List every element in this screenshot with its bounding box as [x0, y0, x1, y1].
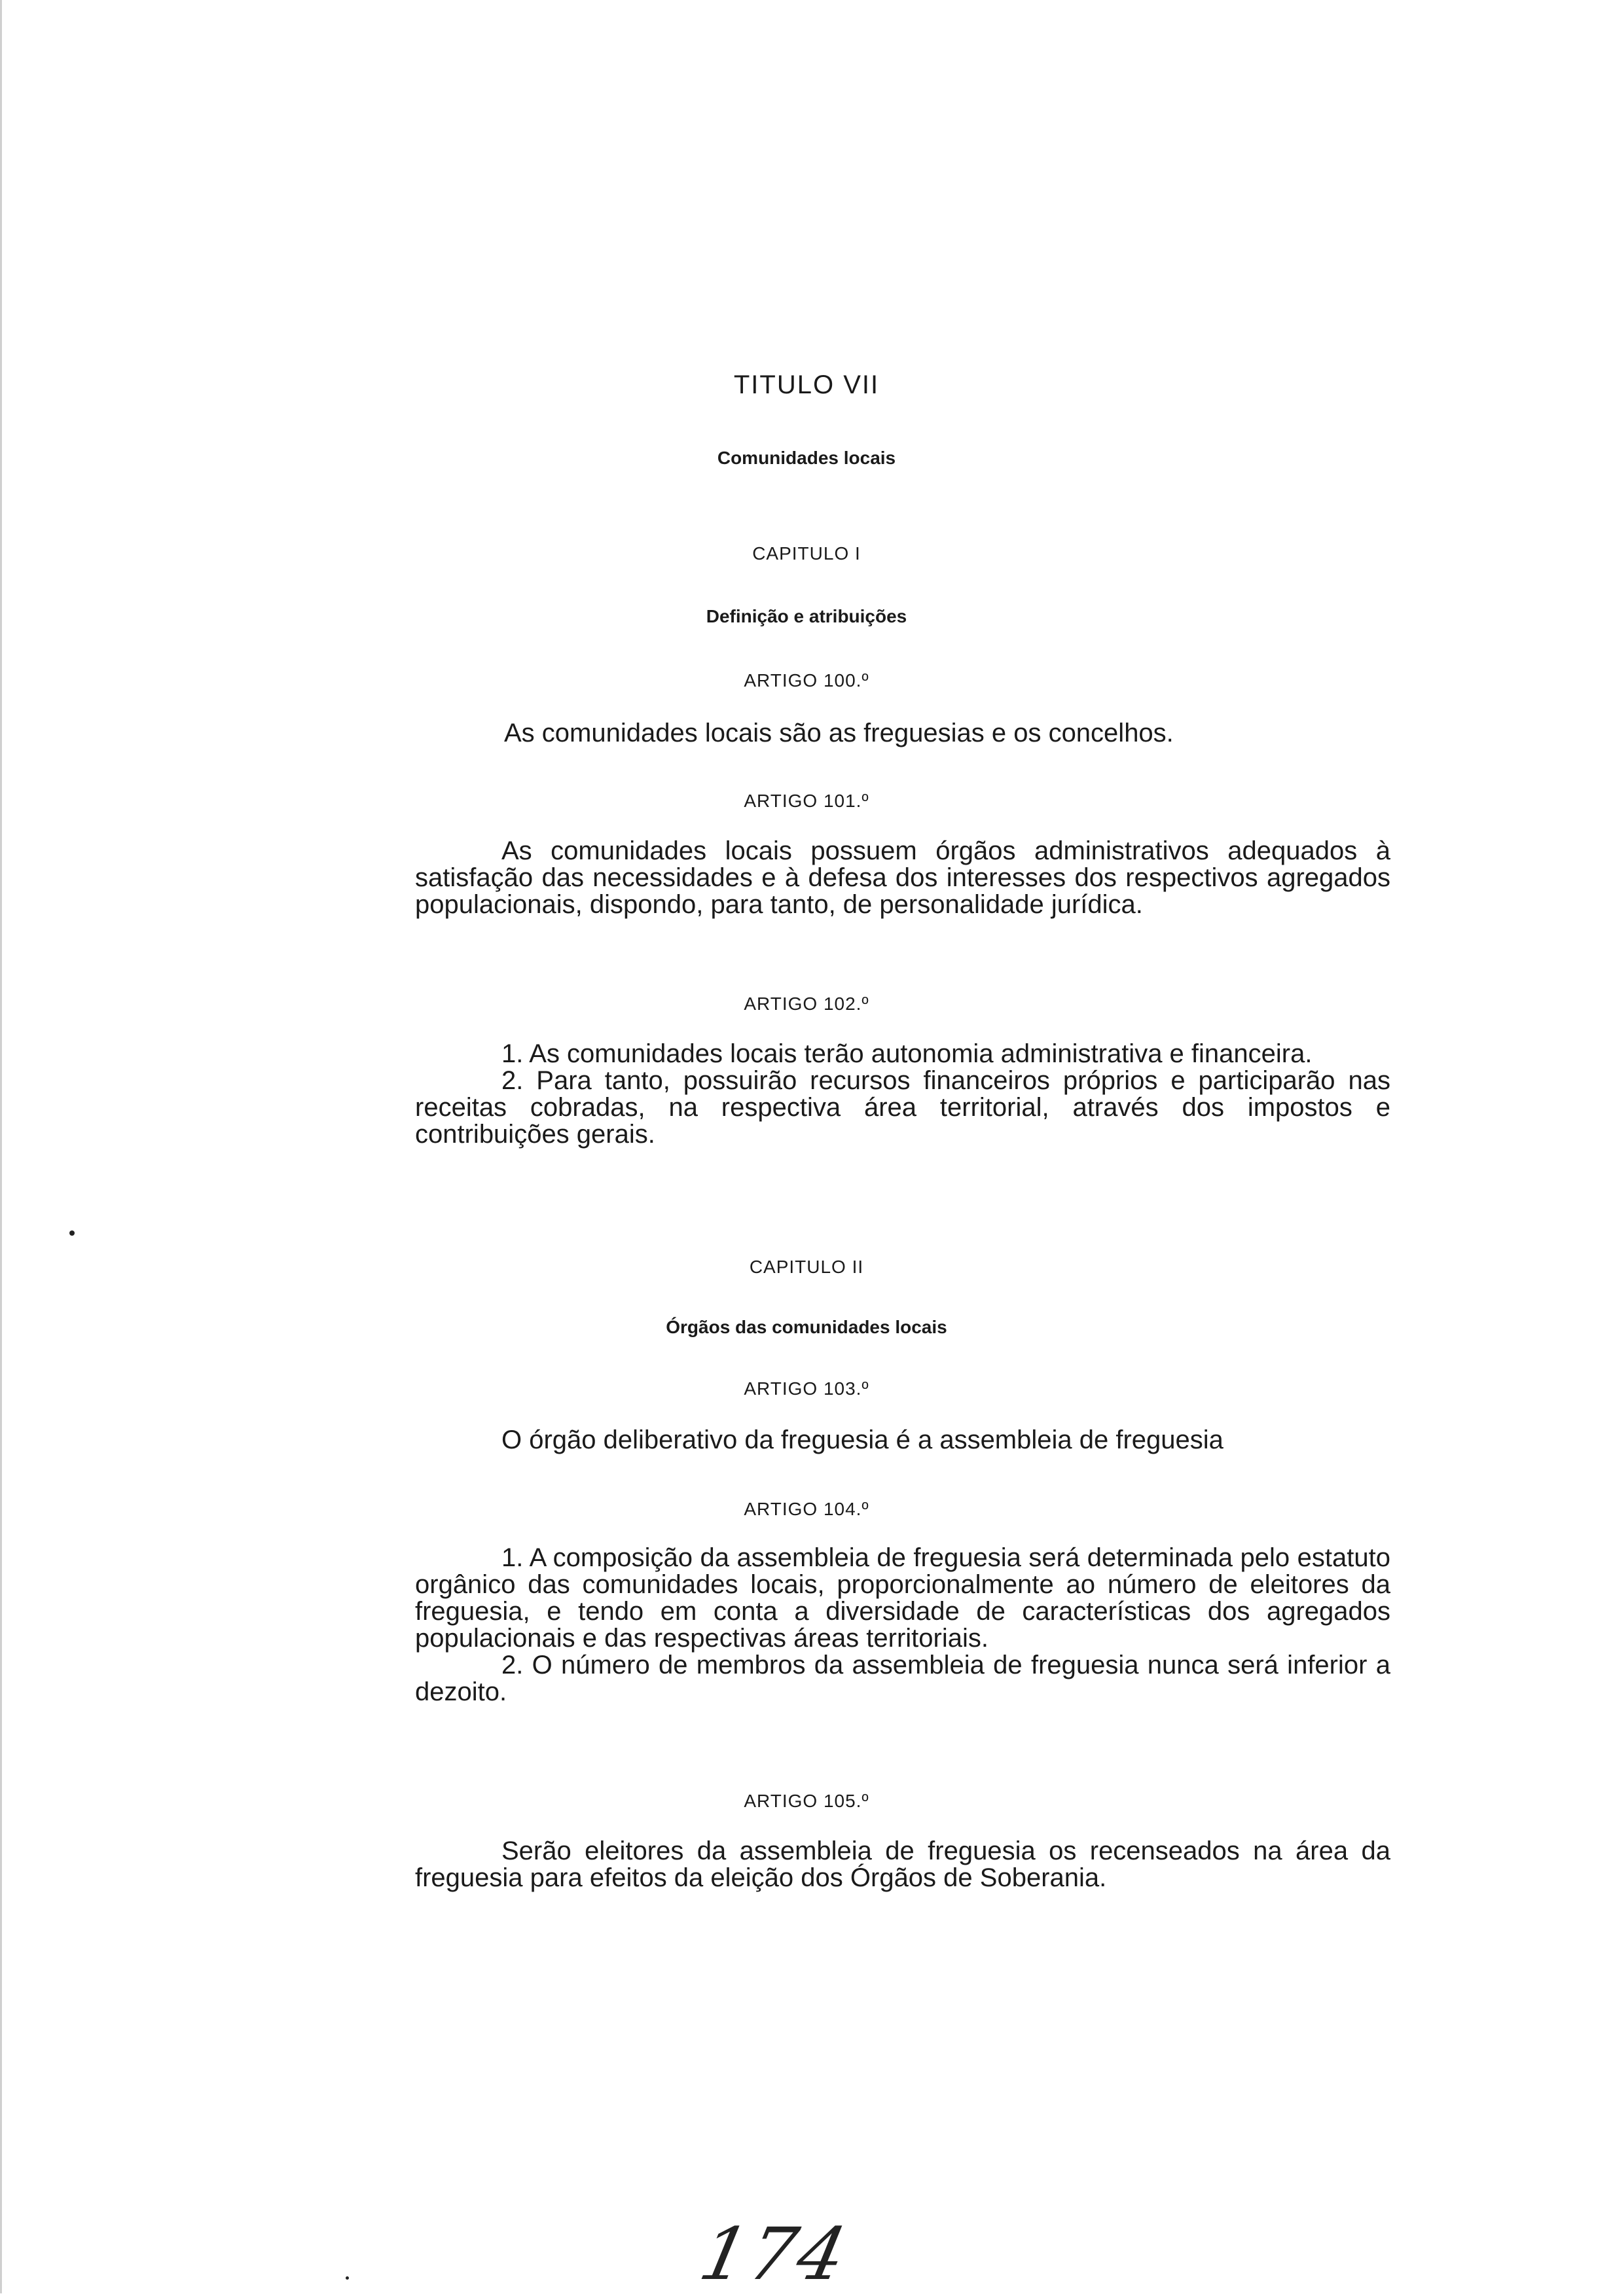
article-105-heading: ARTIGO 105.º [744, 1791, 869, 1811]
article-103-text [501, 1427, 1477, 1454]
article-104-text [415, 1545, 1390, 1706]
article-102-paragraph-2: 2. Para tanto, possuirão recursos financeiros próprios e participarão nas receitas cobradas, na respectiva área territorial, através dos impostos e contribuições gerais. [415, 1066, 1390, 1149]
title-main: TITULO VII [733, 370, 880, 399]
chapter-2-subtitle: Órgãos das comunidades locais [666, 1317, 947, 1337]
article-101-paragraph: As comunidades locais possuem órgãos administrativos adequados à satisfação das necessidades e à defesa dos interesses dos respectivos agregados populacionais, dispondo, para tanto, de personalidade jurídica. [415, 836, 1390, 919]
article-105-paragraph: Serão eleitores da assembleia de freguesia os recenseados na área da freguesia para efeitos da eleição dos Órgãos de Soberania. [415, 1837, 1390, 1892]
article-100-paragraph: As comunidades locais são as freguesias e os concelhos. [504, 719, 1174, 747]
chapter-2-heading: CAPITULO II [749, 1257, 864, 1277]
article-100-heading: ARTIGO 100.º [744, 670, 869, 691]
article-101-text [415, 838, 1390, 918]
article-105-text [415, 1838, 1390, 1892]
article-103-paragraph: O órgão deliberativo da freguesia é a assembleia de freguesia [501, 1426, 1223, 1454]
scan-speck [346, 2276, 349, 2280]
scan-edge [0, 0, 2, 2293]
article-101-heading: ARTIGO 101.º [744, 791, 869, 811]
handwritten-page-number: 174 [693, 2212, 856, 2296]
chapter-1-heading: CAPITULO I [752, 543, 861, 564]
article-100-text [504, 720, 1479, 747]
article-102-paragraph-1: 1. As comunidades locais terão autonomia administrativa e financeira. [501, 1039, 1313, 1068]
article-104-heading: ARTIGO 104.º [744, 1499, 869, 1519]
article-102-heading: ARTIGO 102.º [744, 994, 869, 1014]
title-subtitle: Comunidades locais [717, 448, 896, 468]
chapter-1-subtitle: Definição e atribuições [706, 606, 907, 626]
article-102-text [415, 1041, 1390, 1148]
scan-speck [69, 1230, 75, 1236]
article-104-paragraph-2: 2. O número de membros da assembleia de freguesia nunca será inferior a dezoito. [415, 1651, 1390, 1706]
article-104-paragraph-1: 1. A composição da assembleia de freguesia será determinada pelo estatuto orgânico das comunidades locais, proporcionalmente ao número de eleitores da freguesia, e tendo em conta a diversidade de características dos agregados populacionais e das respectivas áreas territoriais. [415, 1543, 1390, 1653]
article-103-heading: ARTIGO 103.º [744, 1378, 869, 1399]
